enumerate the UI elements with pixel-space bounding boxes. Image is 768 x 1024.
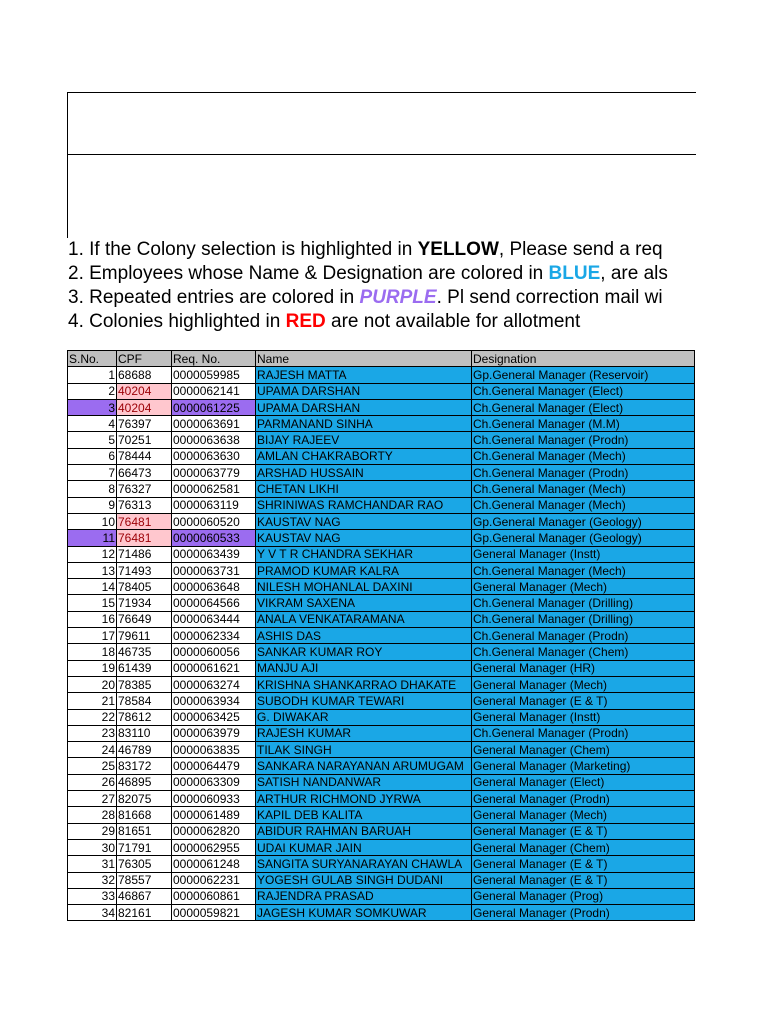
header-req-no[interactable]: Req. No. [172,351,256,367]
cell-sno[interactable]: 33 [68,888,117,904]
cell-sno[interactable]: 14 [68,579,117,595]
cell-req-no[interactable]: 0000063934 [172,693,256,709]
cell-name[interactable]: MANJU AJI [256,660,472,676]
cell-name[interactable]: PARMANAND SINHA [256,416,472,432]
cell-designation[interactable]: General Manager (Mech) [472,807,695,823]
header-name[interactable]: Name [256,351,472,367]
cell-designation[interactable]: Ch.General Manager (M.M) [472,416,695,432]
cell-req-no[interactable]: 0000063444 [172,611,256,627]
table-row [68,611,695,627]
cell-cpf[interactable]: 61439 [117,660,172,676]
cell-name[interactable]: SHRINIWAS RAMCHANDAR RAO [256,497,472,513]
table-row [68,579,695,595]
cell-designation[interactable]: General Manager (E & T) [472,693,695,709]
table-header-row [68,351,695,367]
cell-req-no[interactable]: 0000059821 [172,905,256,921]
cell-cpf[interactable]: 70251 [117,432,172,448]
table-row [68,774,695,790]
table-row [68,693,695,709]
cell-name[interactable]: VIKRAM SAXENA [256,595,472,611]
table-row [68,791,695,807]
cell-name[interactable]: NILESH MOHANLAL DAXINI [256,579,472,595]
cell-name[interactable]: JAGESH KUMAR SOMKUWAR [256,905,472,921]
cell-name[interactable]: ASHIS DAS [256,628,472,644]
cell-cpf[interactable]: 71791 [117,839,172,855]
cell-req-no[interactable]: 0000059985 [172,367,256,383]
cell-name[interactable]: AMLAN CHAKRABORTY [256,448,472,464]
cell-designation[interactable]: Ch.General Manager (Elect) [472,383,695,399]
cell-cpf[interactable]: 82075 [117,791,172,807]
cell-sno[interactable]: 13 [68,562,117,578]
cell-cpf[interactable]: 76327 [117,481,172,497]
cell-name[interactable]: SANKARA NARAYANAN ARUMUGAM [256,758,472,774]
cell-sno[interactable]: 19 [68,660,117,676]
header-cpf[interactable]: CPF [117,351,172,367]
keyword-red: RED [285,311,326,332]
cell-cpf[interactable]: 81651 [117,823,172,839]
cell-designation[interactable]: Ch.General Manager (Drilling) [472,611,695,627]
cell-cpf[interactable]: 71493 [117,562,172,578]
table-row [68,546,695,562]
cell-name[interactable]: CHETAN LIKHI [256,481,472,497]
cell-designation[interactable]: Ch.General Manager (Chem) [472,644,695,660]
cell-req-no[interactable]: 0000062334 [172,628,256,644]
instruction-notes [68,238,695,334]
cell-req-no[interactable]: 0000063979 [172,725,256,741]
cell-req-no[interactable]: 0000060933 [172,791,256,807]
cell-sno[interactable]: 16 [68,611,117,627]
cell-cpf[interactable]: 46735 [117,644,172,660]
cell-designation[interactable]: Ch.General Manager (Mech) [472,448,695,464]
cell-req-no[interactable]: 0000060533 [172,530,256,546]
cell-name[interactable]: SANGITA SURYANARAYAN CHAWLA [256,856,472,872]
cell-sno[interactable]: 20 [68,676,117,692]
cell-designation[interactable]: General Manager (Prog) [472,888,695,904]
table-row [68,628,695,644]
table-row [68,888,695,904]
cell-sno[interactable]: 30 [68,839,117,855]
table-row [68,367,695,383]
keyword-blue: BLUE [548,263,601,284]
cell-req-no[interactable]: 0000063425 [172,709,256,725]
cell-sno[interactable]: 4 [68,416,117,432]
table-row [68,448,695,464]
cell-name[interactable]: PRAMOD KUMAR KALRA [256,562,472,578]
cell-designation[interactable]: General Manager (Mech) [472,676,695,692]
cell-sno[interactable]: 29 [68,823,117,839]
cell-designation[interactable]: Ch.General Manager (Mech) [472,497,695,513]
cell-req-no[interactable]: 0000063309 [172,774,256,790]
cell-cpf[interactable]: 40204 [117,383,172,399]
table-row [68,839,695,855]
cell-sno[interactable]: 2 [68,383,117,399]
cell-req-no[interactable]: 0000063119 [172,497,256,513]
note-3: 3. Repeated entries are colored in PURPLE. Pl send correction mail wi [68,287,663,308]
cell-designation[interactable]: General Manager (Mech) [472,579,695,595]
table-row [68,758,695,774]
cell-sno[interactable]: 23 [68,725,117,741]
cell-designation[interactable]: General Manager (Instt) [472,546,695,562]
cell-cpf[interactable]: 79611 [117,628,172,644]
cell-name[interactable]: G. DIWAKAR [256,709,472,725]
table-row [68,660,695,676]
cell-sno[interactable]: 34 [68,905,117,921]
cell-cpf[interactable]: 71486 [117,546,172,562]
cell-designation[interactable]: General Manager (HR) [472,660,695,676]
cell-cpf[interactable]: 76649 [117,611,172,627]
cell-name[interactable]: YOGESH GULAB SINGH DUDANI [256,872,472,888]
cell-req-no[interactable]: 0000061621 [172,660,256,676]
cell-req-no[interactable]: 0000064566 [172,595,256,611]
cell-sno[interactable]: 1 [68,367,117,383]
table-row [68,481,695,497]
cell-name[interactable]: ANALA VENKATARAMANA [256,611,472,627]
table-row [68,823,695,839]
cell-req-no[interactable]: 0000062955 [172,839,256,855]
cell-cpf[interactable]: 76397 [117,416,172,432]
cell-req-no[interactable]: 0000063779 [172,465,256,481]
cell-designation[interactable]: Ch.General Manager (Drilling) [472,595,695,611]
cell-designation[interactable]: Ch.General Manager (Mech) [472,562,695,578]
cell-req-no[interactable]: 0000061489 [172,807,256,823]
cell-sno[interactable]: 17 [68,628,117,644]
cell-cpf[interactable]: 78444 [117,448,172,464]
cell-sno[interactable]: 6 [68,448,117,464]
table-row [68,497,695,513]
cell-designation[interactable]: Ch.General Manager (Prodn) [472,628,695,644]
note-1: 1. If the Colony selection is highlighted in YELLOW, Please send a req [68,239,663,260]
cell-cpf[interactable]: 46895 [117,774,172,790]
cell-cpf[interactable]: 71934 [117,595,172,611]
cell-req-no[interactable]: 0000063731 [172,562,256,578]
cell-name[interactable]: RAJESH MATTA [256,367,472,383]
cell-sno[interactable]: 18 [68,644,117,660]
keyword-purple: PURPLE [359,287,437,308]
cell-cpf[interactable]: 46867 [117,888,172,904]
cell-name[interactable]: ARSHAD HUSSAIN [256,465,472,481]
table-row [68,513,695,529]
cell-designation[interactable]: General Manager (Prodn) [472,791,695,807]
table-row [68,562,695,578]
cell-cpf[interactable]: 46789 [117,742,172,758]
cell-req-no[interactable]: 0000063638 [172,432,256,448]
cell-name[interactable]: KRISHNA SHANKARRAO DHAKATE [256,676,472,692]
cell-name[interactable]: SUBODH KUMAR TEWARI [256,693,472,709]
cell-req-no[interactable]: 0000062581 [172,481,256,497]
cell-cpf[interactable]: 78385 [117,676,172,692]
cell-designation[interactable]: General Manager (E & T) [472,823,695,839]
cell-designation[interactable]: Ch.General Manager (Prodn) [472,432,695,448]
cell-req-no[interactable]: 0000063630 [172,448,256,464]
cell-sno[interactable]: 11 [68,530,117,546]
cell-sno[interactable]: 25 [68,758,117,774]
cell-req-no[interactable]: 0000061225 [172,399,256,415]
header-divider-line [67,154,68,238]
cell-req-no[interactable]: 0000063835 [172,742,256,758]
cell-sno[interactable]: 15 [68,595,117,611]
cell-cpf[interactable]: 81668 [117,807,172,823]
table-row [68,644,695,660]
cell-name[interactable]: TILAK SINGH [256,742,472,758]
cell-req-no[interactable]: 0000062820 [172,823,256,839]
cell-cpf[interactable]: 78405 [117,579,172,595]
table-row [68,709,695,725]
cell-req-no[interactable]: 0000060056 [172,644,256,660]
cell-cpf[interactable]: 82161 [117,905,172,921]
cell-req-no[interactable]: 0000063439 [172,546,256,562]
cell-designation[interactable]: General Manager (Elect) [472,774,695,790]
cell-designation[interactable]: Gp.General Manager (Geology) [472,513,695,529]
table-row [68,872,695,888]
cell-name[interactable]: ARTHUR RICHMOND JYRWA [256,791,472,807]
cell-designation[interactable]: General Manager (Instt) [472,709,695,725]
table-row [68,530,695,546]
cell-sno[interactable]: 8 [68,481,117,497]
cell-cpf[interactable]: 78584 [117,693,172,709]
cell-cpf[interactable]: 83110 [117,725,172,741]
cell-sno[interactable]: 21 [68,693,117,709]
cell-designation[interactable]: Ch.General Manager (Elect) [472,399,695,415]
table-row [68,856,695,872]
cell-name[interactable]: KAPIL DEB KALITA [256,807,472,823]
cell-designation[interactable]: General Manager (Chem) [472,839,695,855]
allotment-table [67,350,695,921]
cell-designation[interactable]: General Manager (Marketing) [472,758,695,774]
cell-sno[interactable]: 26 [68,774,117,790]
cell-designation[interactable]: Ch.General Manager (Prodn) [472,725,695,741]
table-row [68,905,695,921]
cell-req-no[interactable]: 0000062231 [172,872,256,888]
table-row [68,383,695,399]
cell-name[interactable]: RAJENDRA PRASAD [256,888,472,904]
table-row [68,742,695,758]
cell-name[interactable]: SATISH NANDANWAR [256,774,472,790]
cell-name[interactable]: KAUSTAV NAG [256,513,472,529]
cell-sno[interactable]: 5 [68,432,117,448]
cell-designation[interactable]: General Manager (E & T) [472,856,695,872]
cell-name[interactable]: SANKAR KUMAR ROY [256,644,472,660]
cell-designation[interactable]: Ch.General Manager (Prodn) [472,465,695,481]
cell-sno[interactable]: 7 [68,465,117,481]
note-2: 2. Employees whose Name & Designation are colored in BLUE, are als [68,263,668,284]
cell-designation[interactable]: Ch.General Manager (Mech) [472,481,695,497]
cell-req-no[interactable]: 0000063648 [172,579,256,595]
cell-sno[interactable]: 27 [68,791,117,807]
table-row [68,399,695,415]
cell-sno[interactable]: 22 [68,709,117,725]
cell-name[interactable]: RAJESH KUMAR [256,725,472,741]
cell-req-no[interactable]: 0000064479 [172,758,256,774]
cell-sno[interactable]: 10 [68,513,117,529]
cell-req-no[interactable]: 0000060861 [172,888,256,904]
cell-designation[interactable]: Gp.General Manager (Geology) [472,530,695,546]
cell-cpf[interactable]: 76481 [117,513,172,529]
cell-designation[interactable]: General Manager (E & T) [472,872,695,888]
header-blank-box [67,92,696,155]
table-row [68,676,695,692]
keyword-yellow: YELLOW [417,239,499,260]
cell-cpf[interactable]: 83172 [117,758,172,774]
cell-cpf[interactable]: 66473 [117,465,172,481]
cell-cpf[interactable]: 78557 [117,872,172,888]
cell-designation[interactable]: General Manager (Prodn) [472,905,695,921]
table-row [68,432,695,448]
header-designation[interactable]: Designation [472,351,695,367]
cell-sno[interactable]: 3 [68,399,117,415]
table-row [68,595,695,611]
cell-sno[interactable]: 28 [68,807,117,823]
cell-sno[interactable]: 12 [68,546,117,562]
cell-cpf[interactable]: 68688 [117,367,172,383]
cell-req-no[interactable]: 0000060520 [172,513,256,529]
cell-req-no[interactable]: 0000063691 [172,416,256,432]
cell-name[interactable]: Y V T R CHANDRA SEKHAR [256,546,472,562]
cell-sno[interactable]: 9 [68,497,117,513]
cell-name[interactable]: UPAMA DARSHAN [256,383,472,399]
header-sno[interactable]: S.No. [68,351,117,367]
cell-name[interactable]: ABIDUR RAHMAN BARUAH [256,823,472,839]
cell-cpf[interactable]: 76313 [117,497,172,513]
table-row [68,725,695,741]
cell-cpf[interactable]: 76481 [117,530,172,546]
cell-sno[interactable]: 24 [68,742,117,758]
cell-req-no[interactable]: 0000062141 [172,383,256,399]
cell-cpf[interactable]: 76305 [117,856,172,872]
table-row [68,807,695,823]
table-row [68,416,695,432]
cell-sno[interactable]: 31 [68,856,117,872]
cell-designation[interactable]: General Manager (Chem) [472,742,695,758]
cell-name[interactable]: KAUSTAV NAG [256,530,472,546]
cell-req-no[interactable]: 0000061248 [172,856,256,872]
table-body [68,367,695,921]
cell-cpf[interactable]: 40204 [117,399,172,415]
cell-name[interactable]: UDAI KUMAR JAIN [256,839,472,855]
table-row [68,465,695,481]
note-4: 4. Colonies highlighted in RED are not available for allotment [68,311,581,332]
cell-name[interactable]: BIJAY RAJEEV [256,432,472,448]
cell-designation[interactable]: Gp.General Manager (Reservoir) [472,367,695,383]
cell-sno[interactable]: 32 [68,872,117,888]
cell-name[interactable]: UPAMA DARSHAN [256,399,472,415]
cell-req-no[interactable]: 0000063274 [172,676,256,692]
cell-cpf[interactable]: 78612 [117,709,172,725]
